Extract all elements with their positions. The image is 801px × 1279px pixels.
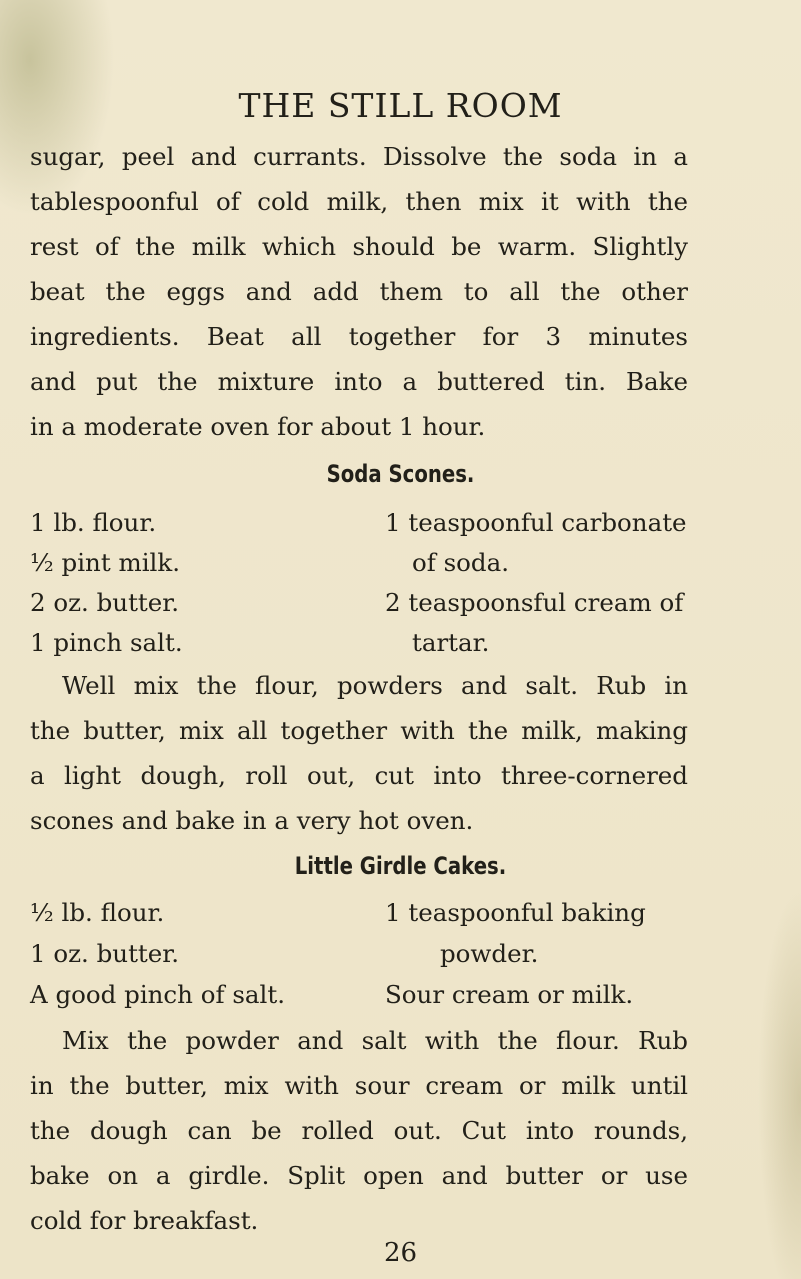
method-line-1: Mix the powder and salt with the flour. Rub — [62, 1026, 688, 1055]
method-line-2: in the butter, mix with sour cream or milk until — [30, 1071, 688, 1100]
intro-line-2: tablespoonful of cold milk, then mix it with the — [30, 187, 688, 216]
ingredient-left: 2 oz. butter. — [30, 588, 180, 617]
intro-line-1: sugar, peel and currants. Dissolve the soda in a — [30, 142, 688, 171]
method-line-1: Well mix the flour, powders and salt. Rub in — [62, 671, 688, 700]
method-line-5: cold for breakfast. — [30, 1206, 259, 1235]
ingredient-left: ½ lb. flour. — [30, 898, 165, 927]
ingredient-right: Sour cream or milk. — [385, 980, 634, 1009]
recipe-title: Soda Scones. — [326, 460, 475, 488]
intro-line-4: beat the eggs and add them to all the other — [30, 277, 688, 306]
method-line-4: bake on a girdle. Split open and butter or use — [30, 1161, 688, 1190]
intro-line-6: and put the mixture into a buttered tin. Bake — [30, 367, 688, 396]
ingredient-right: tartar. — [412, 628, 490, 657]
intro-line-5: ingredients. Beat all together for 3 minutes — [30, 322, 688, 351]
ingredient-right: 1 teaspoonful baking — [385, 898, 646, 927]
ingredient-right: powder. — [440, 939, 539, 968]
running-head: THE STILL ROOM — [238, 86, 563, 125]
recipe-title: Little Girdle Cakes. — [294, 852, 507, 880]
ingredient-right: 2 teaspoonsful cream of — [385, 588, 684, 617]
ingredient-left: 1 lb. flour. — [30, 508, 157, 537]
page-number: 26 — [383, 1238, 418, 1268]
ingredient-left: ½ pint milk. — [30, 548, 181, 577]
method-line-4: scones and bake in a very hot oven. — [30, 806, 474, 835]
ingredient-left: 1 oz. butter. — [30, 939, 180, 968]
method-line-3: a light dough, roll out, cut into three-cornered — [30, 761, 688, 790]
ingredient-left: 1 pinch salt. — [30, 628, 183, 657]
intro-line-7: in a moderate oven for about 1 hour. — [30, 412, 486, 441]
method-line-3: the dough can be rolled out. Cut into rounds, — [30, 1116, 688, 1145]
ingredient-right: of soda. — [412, 548, 510, 577]
method-line-2: the butter, mix all together with the milk, making — [30, 716, 688, 745]
ingredient-left: A good pinch of salt. — [30, 980, 285, 1009]
ingredient-right: 1 teaspoonful carbonate — [385, 508, 687, 537]
intro-line-3: rest of the milk which should be warm. Slightly — [30, 232, 688, 261]
